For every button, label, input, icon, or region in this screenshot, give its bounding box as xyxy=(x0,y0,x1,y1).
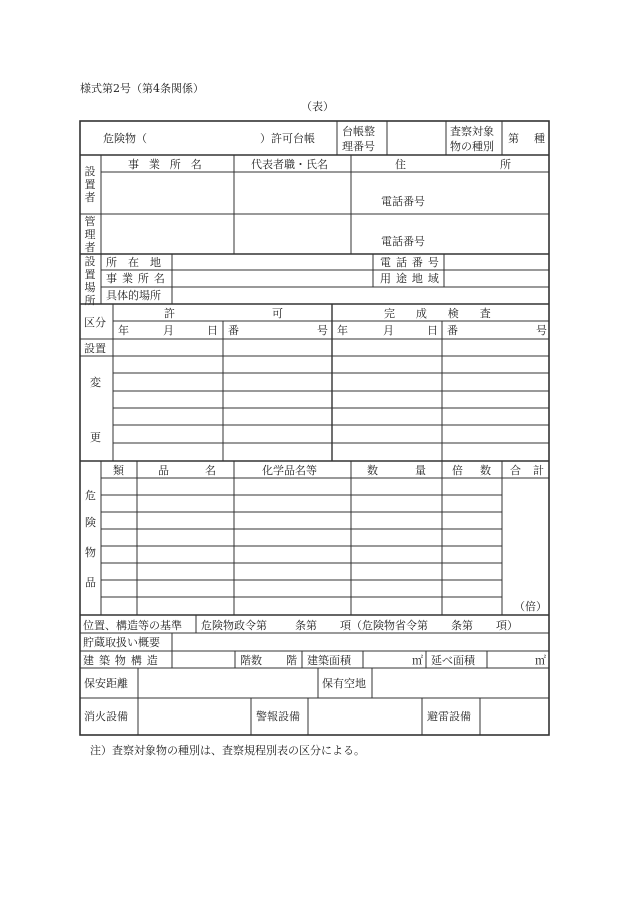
structure-label: 建築物構造 xyxy=(83,654,163,667)
inspection-type-label-1: 査察対象 xyxy=(450,125,494,138)
p-go: 号 xyxy=(317,324,328,337)
col-business-name: 事業所名 xyxy=(128,158,212,171)
alarm-equipment: 警報設備 xyxy=(256,710,300,723)
c-ban: 番 xyxy=(447,324,458,337)
cabinet-order: 危険物政令第 xyxy=(201,619,267,632)
inspection-type-label-2: 物の種別 xyxy=(450,140,494,153)
article-label: 条第 xyxy=(295,619,317,632)
location-zoning: 用途地域 xyxy=(380,272,444,285)
installer-phone-label: 電話番号 xyxy=(381,195,425,208)
col-total-2: 計 xyxy=(533,464,544,477)
ledger-number-label-1: 台帳整 xyxy=(342,125,375,138)
standards-label: 位置、構造等の基準 xyxy=(83,619,182,632)
col-multiple-1: 倍 xyxy=(452,464,463,477)
open-space: 保有空地 xyxy=(322,677,366,690)
c-day: 日 xyxy=(427,324,438,337)
location-specific: 具体的場所 xyxy=(106,289,161,302)
fire-equipment: 消火設備 xyxy=(84,710,128,723)
p-day: 日 xyxy=(207,324,218,337)
installer-vlabel: 設置者 xyxy=(84,165,96,204)
total-unit: （倍） xyxy=(514,600,547,613)
handling-label: 貯蔵取扱い概要 xyxy=(83,636,160,649)
p-year: 年 xyxy=(118,324,129,337)
col-name-2: 名 xyxy=(205,464,216,477)
article-label-2: 条第 xyxy=(451,619,473,632)
complete-inspection: 完成検査 xyxy=(384,307,512,320)
kind-shu: 種 xyxy=(534,132,545,145)
install-label: 設置 xyxy=(84,342,106,355)
total-area-unit: ㎡ xyxy=(535,654,546,667)
location-vlabel: 設置場所 xyxy=(84,255,96,307)
total-area-label: 延べ面積 xyxy=(431,654,475,667)
floors-unit: 階 xyxy=(286,654,297,667)
col-address-1: 住 xyxy=(395,158,406,171)
permit-1: 許 xyxy=(164,307,175,320)
col-chemical: 化学品名等 xyxy=(262,464,317,477)
item-open: 項（危険物省令第 xyxy=(340,619,428,632)
col-quantity-1: 数 xyxy=(367,464,378,477)
p-month: 月 xyxy=(163,324,174,337)
footnote: 注）査察対象物の種別は、査察規程別表の区分による。 xyxy=(90,744,365,757)
col-quantity-2: 量 xyxy=(415,464,426,477)
location-address: 所 在 地 xyxy=(106,256,161,269)
location-business: 事業所名 xyxy=(106,272,170,285)
item-close: 項） xyxy=(496,619,518,632)
lightning-equipment: 避雷設備 xyxy=(427,710,471,723)
change-label-2: 更 xyxy=(90,431,101,444)
hazmat-vlabel-4: 品 xyxy=(85,576,96,589)
safety-distance: 保安距離 xyxy=(84,677,128,690)
permit-2: 可 xyxy=(272,307,283,320)
ledger-number-label-2: 理番号 xyxy=(342,140,375,153)
floors-label: 階数 xyxy=(240,654,262,667)
kind-dai: 第 xyxy=(508,132,519,145)
c-year: 年 xyxy=(337,324,348,337)
col-multiple-2: 数 xyxy=(480,464,491,477)
col-name-1: 品 xyxy=(158,464,169,477)
c-go: 号 xyxy=(536,324,547,337)
change-label-1: 変 xyxy=(90,376,101,389)
manager-vlabel: 管理者 xyxy=(84,215,96,254)
c-month: 月 xyxy=(383,324,394,337)
col-total-1: 合 xyxy=(510,464,521,477)
area-label: 建築面積 xyxy=(307,654,351,667)
side-label: （表） xyxy=(301,100,334,113)
hazmat-vlabel-3: 物 xyxy=(85,546,96,559)
kubun-label: 区分 xyxy=(84,316,106,329)
register-title: ）許可台帳 xyxy=(260,132,315,145)
col-class: 類 xyxy=(113,464,124,477)
hazmat-vlabel-2: 険 xyxy=(85,516,96,529)
col-address-2: 所 xyxy=(500,158,511,171)
area-unit: ㎡ xyxy=(412,654,423,667)
location-phone: 電話番号 xyxy=(380,256,444,269)
hazmat-prefix: 危険物（ xyxy=(103,132,147,145)
col-representative: 代表者職・氏名 xyxy=(251,158,328,171)
hazmat-vlabel-1: 危 xyxy=(85,489,96,502)
form-number: 様式第2号（第4条関係） xyxy=(80,82,204,95)
manager-phone-label: 電話番号 xyxy=(381,235,425,248)
p-ban: 番 xyxy=(228,324,239,337)
